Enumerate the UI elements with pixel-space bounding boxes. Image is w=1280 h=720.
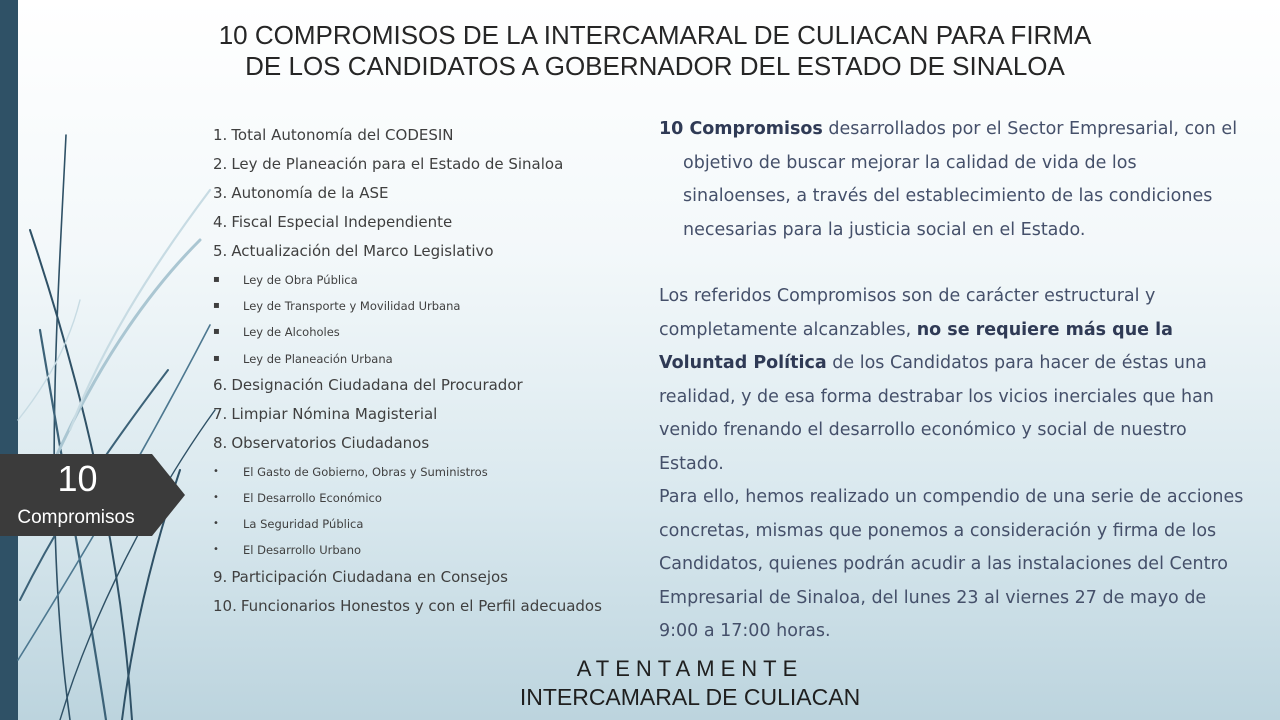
paragraph-signing-info: Para ello, hemos realizado un compendio de una serie de acciones concretas, mismas que ponemos a consideración y firma de los Candidatos, quienes podrán acudir a las instalaciones del Centro Empresarial de Sinaloa, del lunes 23 al viernes 27 de mayo de 9:00 a 17:00 horas. [659, 487, 1244, 641]
badge-number: 10 [57, 458, 98, 499]
sub-list-item: ▪ Ley de Alcoholes [213, 319, 633, 345]
title-line-2: DE LOS CANDIDATOS A GOBERNADOR DEL ESTADO DE SINALOA [245, 51, 1065, 81]
sub-list-item: • La Seguridad Pública [213, 511, 633, 537]
signature-atentamente: ATENTAMENTE [576, 656, 804, 681]
paragraph-structural: Los referidos Compromisos son de carácter estructural y completamente alcanzables, no se requiere más que la Voluntad Política de los Candidatos para hacer de éstas una realidad, y de esa forma destrabar los vicios inerciales que han venido frenando el desarrollo económico y social de nuestro Estado. [659, 286, 1214, 474]
sub-list-item: ▪ Ley de Transporte y Movilidad Urbana [213, 293, 633, 319]
list-item: 8. Observatorios Ciudadanos [213, 433, 430, 452]
round-bullet-icon: • [213, 491, 219, 503]
sub-list-item: ▪ Ley de Obra Pública [213, 267, 633, 293]
square-bullet-icon: ▪ [213, 326, 220, 338]
signature-organization: INTERCAMARAL DE CULIACAN [519, 684, 861, 710]
list-item: 5. Actualización del Marco Legislativo [213, 242, 494, 260]
highlight-10-compromisos: 10 Compromisos [659, 119, 823, 139]
badge-label: Compromisos [17, 507, 135, 528]
page-title [160, 20, 1150, 82]
square-bullet-icon: ▪ [213, 352, 220, 364]
round-bullet-icon: • [213, 518, 219, 530]
square-bullet-icon: ▪ [213, 300, 220, 312]
round-bullet-icon: • [213, 465, 219, 477]
list-item: 2. Ley de Planeación para el Estado de Sinaloa [213, 155, 564, 173]
commitments-list [213, 122, 633, 622]
list-item: 7. Limpiar Nómina Magisterial [213, 404, 438, 423]
list-item: 10. Funcionarios Honestos y con el Perfil adecuados [213, 596, 602, 615]
sub-list-item: • El Gasto de Gobierno, Obras y Suministros [213, 459, 633, 485]
sub-list-item: • El Desarrollo Urbano [213, 537, 633, 563]
list-item: 3. Autonomía de la ASE [213, 184, 389, 202]
list-item: 9. Participación Ciudadana en Consejos [213, 567, 508, 586]
square-bullet-icon: ▪ [213, 274, 220, 285]
list-item: 4. Fiscal Especial Independiente [213, 213, 453, 231]
paragraph-intro: 10 Compromisos desarrollados por el Sector Empresarial, con el objetivo de buscar mejorar la calidad de vida de los sinaloenses, a través del establecimiento de las condiciones necesarias para la justicia social en el Estado. [659, 119, 1238, 240]
round-bullet-icon: • [213, 544, 219, 556]
title-line-1: 10 COMPROMISOS DE LA INTERCAMARAL DE CULIACAN PARA FIRMA [218, 20, 1092, 50]
sub-list-item: ▪ Ley de Planeación Urbana [213, 346, 633, 372]
decorative-curves [0, 0, 220, 720]
sub-list-item: • El Desarrollo Económico [213, 485, 633, 511]
highlight-voluntad-politica: no se requiere más que la Voluntad Política [659, 319, 1173, 373]
list-item: 6. Designación Ciudadana del Procurador [213, 375, 523, 394]
list-item: 1. Total Autonomía del CODESIN [213, 126, 454, 144]
description-text [659, 113, 1249, 649]
